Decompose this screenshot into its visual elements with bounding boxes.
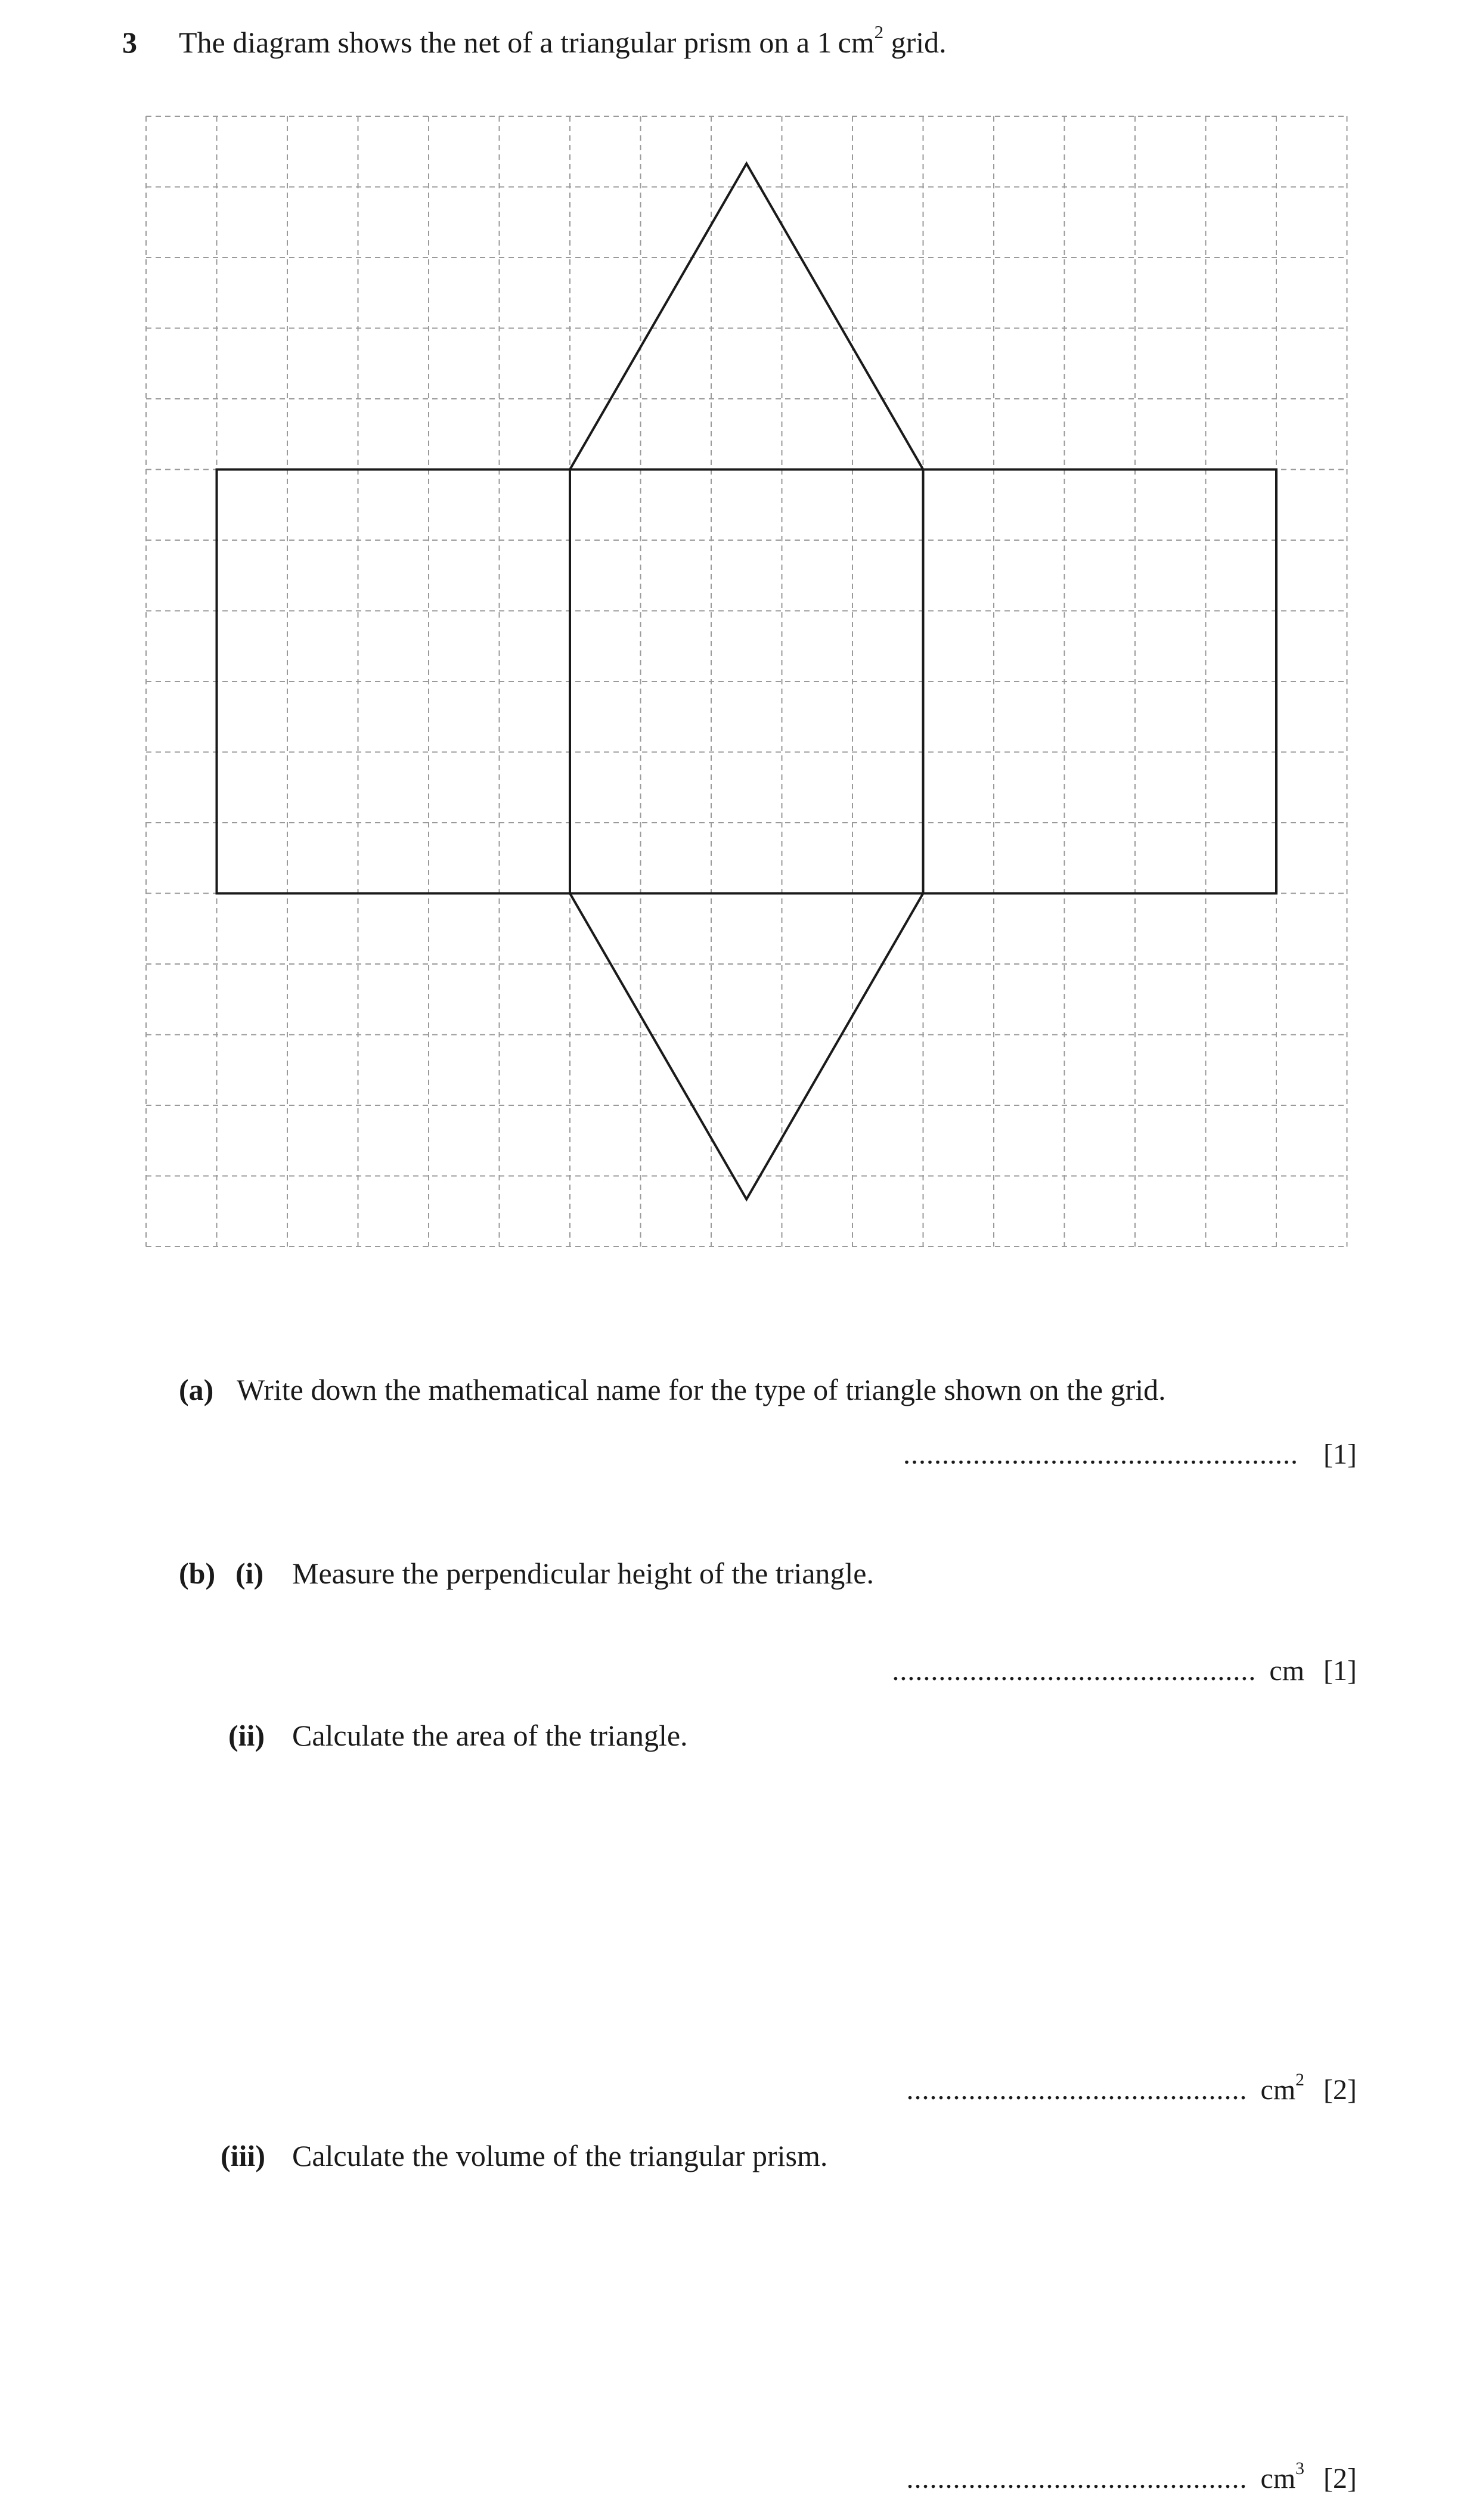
question-stem-end: grid. [883,26,947,59]
part-b-iii-answer-line [906,2458,1357,2495]
part-b-i-answer-dots[interactable]: ............................................... [892,1655,1257,1687]
net-rectangle-face-1 [217,470,570,894]
part-b-ii-marks: [2] [1323,2074,1357,2106]
question-number: 3 [122,26,137,59]
part-b-ii-question: Calculate the area of the triangle. [292,1719,688,1752]
part-b-i-label: (i) [235,1557,264,1590]
question-stem-text: The diagram shows the net of a triangular prism on a 1 cm [179,26,875,59]
part-b-iii-question: Calculate the volume of the triangular prism. [292,2139,828,2172]
part-b-iii-label: (iii) [221,2139,265,2172]
part-b-ii-unit [1260,2069,1305,2106]
part-a-label: (a) [179,1373,214,1406]
part-b-iii-answer-dots[interactable]: ............................................ [906,2463,1248,2494]
part-b-i-marks: [1] [1323,1655,1357,1687]
part-b-iii-unit [1260,2458,1305,2494]
part-b-ii-answer-line [906,2069,1357,2106]
part-b-ii-answer-dots[interactable]: ............................................ [906,2074,1248,2106]
part-b-iii-unit-sup: 3 [1295,2458,1305,2478]
part-b-iii-marks: [2] [1323,2463,1357,2494]
part-a-question: Write down the mathematical name for the type of triangle shown on the grid. [237,1373,1166,1406]
part-b-i-unit: cm [1269,1655,1305,1687]
part-b-iii-unit-text: cm [1260,2463,1296,2494]
part-b-i-question: Measure the perpendicular height of the triangle. [292,1557,875,1590]
question-stem-superscript: 2 [874,21,884,42]
part-b-ii-label: (ii) [228,1719,265,1752]
net-triangle-face-bottom [570,894,923,1199]
net-triangle-face-top [570,163,923,469]
part-a-answer-line [903,1438,1357,1471]
part-b-label: (b) [179,1557,216,1590]
part-a-marks: [1] [1323,1439,1357,1470]
part-a-answer-dots[interactable]: ................................................... [903,1439,1299,1470]
grid-lines [146,116,1347,1247]
part-b-i-answer-line [892,1654,1357,1687]
part-b-ii-unit-text: cm [1260,2074,1296,2106]
net-rectangle-face-2 [570,470,923,894]
part-b-ii-unit-sup: 2 [1295,2069,1305,2090]
